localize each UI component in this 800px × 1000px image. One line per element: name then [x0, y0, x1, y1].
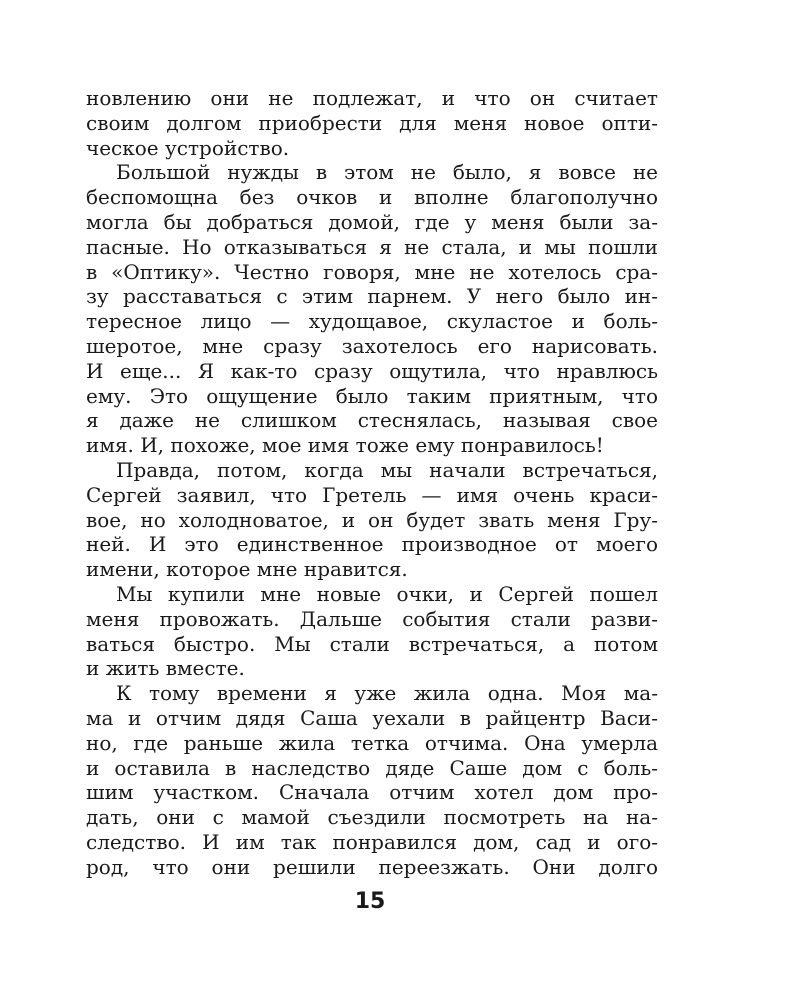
text-line: ней. И это единственное производное от моего [86, 532, 658, 557]
text-line: дать, они с мамой съездили посмотреть на на- [86, 805, 658, 830]
text-line: беспомощна без очков и вполне благополучно [86, 185, 658, 210]
text-line: Мы купили мне новые очки, и Сергей пошел [116, 581, 658, 606]
text-line: следство. И им так понравился дом, сад и ого- [86, 829, 658, 854]
text-line: и жить вместе. [86, 656, 245, 681]
text-line: новлению они не подлежат, и что он считает [86, 86, 658, 110]
paragraph [86, 681, 658, 879]
paragraph [86, 86, 658, 160]
text-line: ма и отчим дядя Саша уехали в райцентр Васи- [86, 705, 658, 730]
text-line: имя. И, похоже, мое имя тоже ему понравилось! [86, 433, 604, 458]
text-line: меня провожать. Дальше события стали разви- [86, 606, 658, 631]
text-line: шеротое, мне сразу захотелось его нарисовать. [86, 333, 658, 358]
text-line: Большой нужды в этом не было, я вовсе не [116, 160, 658, 185]
text-line: но, где раньше жила тетка отчима. Она умерла [86, 730, 658, 755]
text-line: в «Оптику». Честно говоря, мне не хотелось сра- [86, 259, 658, 284]
body-text [86, 86, 658, 880]
page-number: 15 [354, 889, 386, 914]
text-line: я даже не слишком стеснялась, называя свое [86, 408, 658, 433]
text-line: имени, которое мне нравится. [86, 557, 408, 582]
text-line: могла бы добраться домой, где у меня были за- [86, 209, 658, 234]
paragraph [86, 582, 658, 681]
text-line: И еще... Я как-то сразу ощутила, что нравлюсь [86, 358, 658, 383]
text-line: род, что они решили переезжать. Они долго [86, 854, 658, 879]
text-line: ему. Это ощущение было таким приятным, что [86, 383, 658, 408]
text-line: ческое устройство. [86, 135, 290, 160]
text-line: тересное лицо — худощавое, скуластое и боль- [86, 309, 658, 334]
text-line: пасные. Но отказываться я не стала, и мы пошли [86, 234, 658, 259]
text-line: зу расставаться с этим парнем. У него было ин- [86, 284, 658, 309]
text-line: вое, но холодноватое, и он будет звать меня Гру- [86, 507, 658, 532]
paragraph [86, 458, 658, 582]
text-line: шим участком. Сначала отчим хотел дом про- [86, 780, 658, 805]
text-line: Правда, потом, когда мы начали встречаться, [116, 457, 658, 482]
text-line: Сергей заявил, что Гретель — имя очень краси- [86, 482, 658, 507]
text-line: ваться быстро. Мы стали встречаться, а потом [86, 631, 658, 656]
text-line: своим долгом приобрести для меня новое опти- [86, 110, 658, 135]
text-line: и оставила в наследство дяде Саше дом с боль- [86, 755, 658, 780]
text-line: К тому времени я уже жила одна. Моя ма- [116, 681, 658, 706]
paragraph [86, 160, 658, 458]
